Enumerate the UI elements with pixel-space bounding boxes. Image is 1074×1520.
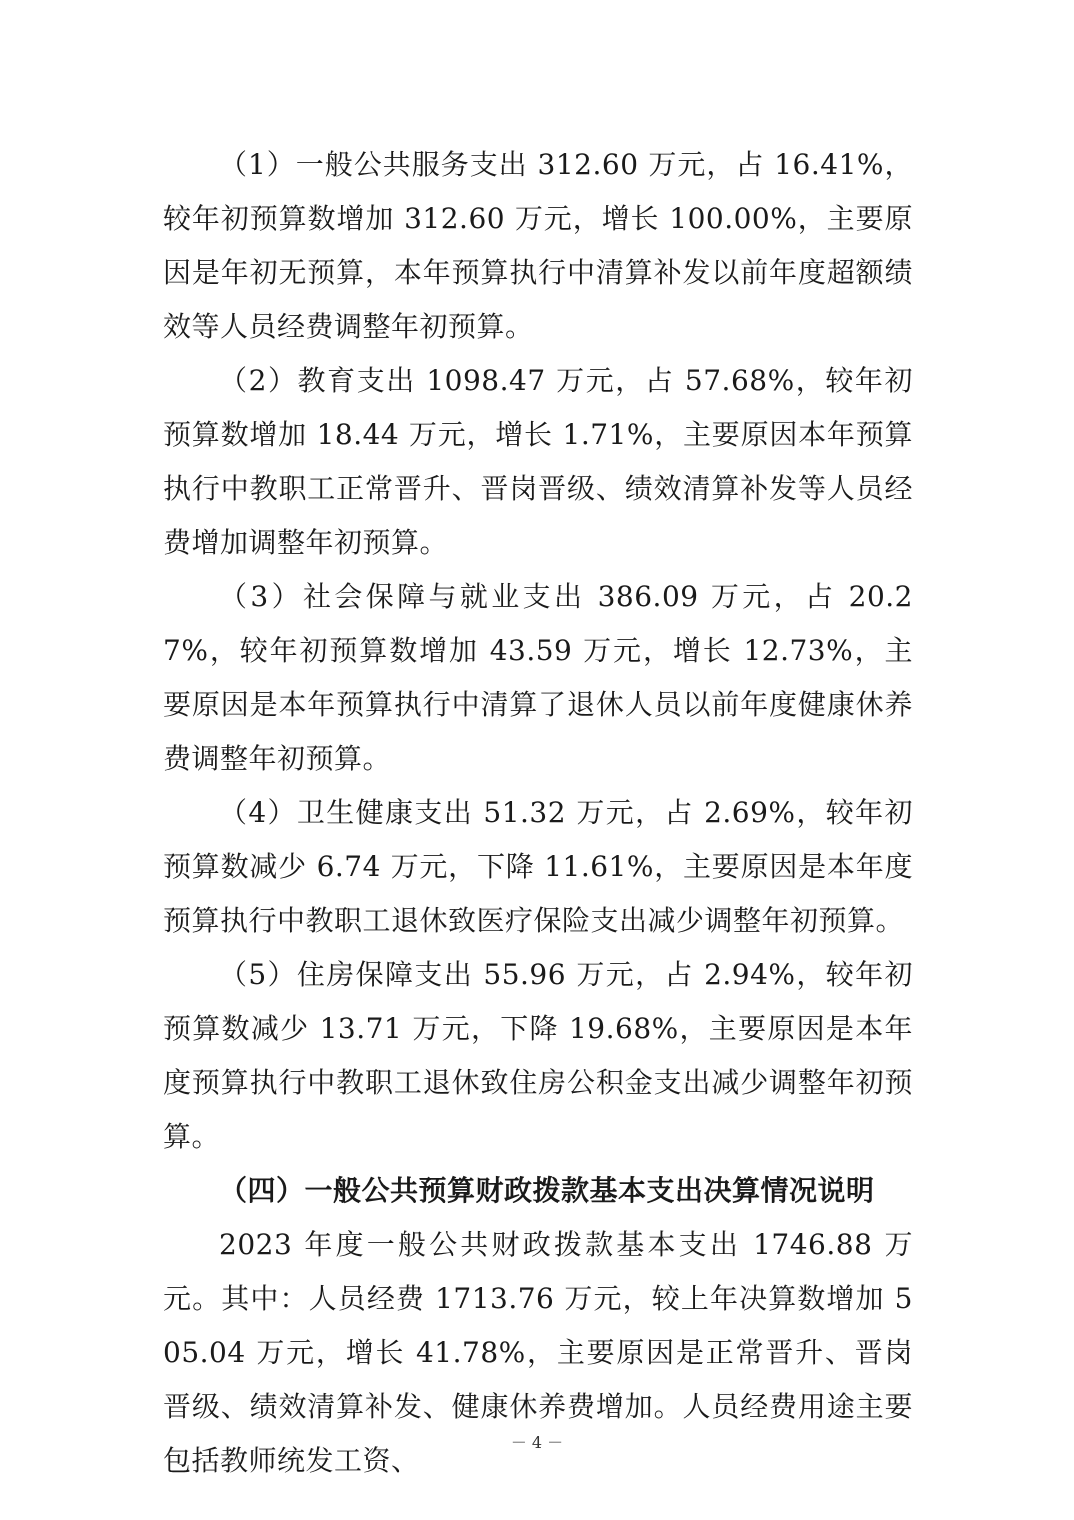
paragraph-housing: （5）住房保障支出 55.96 万元，占 2.94%，较年初预算数减少 13.71 万元，下降 19.68%，主要原因是本年度预算执行中教职工退休致住房公积金支出减少调整年初预算。 (163, 958, 913, 1153)
paragraph-education: （2）教育支出 1098.47 万元，占 57.68%，较年初预算数增加 18.44 万元，增长 1.71%，主要原因本年预算执行中教职工正常晋升、晋岗晋级、绩效清算补发等人员经费增加调整年初预算。 (163, 364, 913, 559)
page-number: － 4 － (510, 1433, 564, 1452)
document-body (163, 138, 913, 1488)
section-heading: （四）一般公共预算财政拨款基本支出决算情况说明 (219, 1174, 875, 1207)
paragraph-general-public-services: （1）一般公共服务支出 312.60 万元，占 16.41%，较年初预算数增加 312.60 万元，增长 100.00%，主要原因是年初无预算，本年预算执行中清算补发以前年度超额绩效等人员经费调整年初预算。 (163, 148, 913, 343)
paragraph-social-security: （3）社会保障与就业支出 386.09 万元，占 20.27%，较年初预算数增加 43.59 万元，增长 12.73%，主要原因是本年预算执行中清算了退休人员以前年度健康休养费调整年初预算。 (163, 580, 913, 775)
paragraph-health: （4）卫生健康支出 51.32 万元，占 2.69%，较年初预算数减少 6.74 万元，下降 11.61%，主要原因是本年度预算执行中教职工退休致医疗保险支出减少调整年初预算。 (163, 796, 913, 937)
paragraph-basic-expenditure: 2023 年度一般公共财政拨款基本支出 1746.88 万元。其中：人员经费 1713.76 万元，较上年决算数增加 505.04 万元，增长 41.78%，主要原因是正常晋升、晋岗晋级、绩效清算补发、健康休养费增加。人员经费用途主要包括教师统发工资、 (163, 1228, 913, 1477)
